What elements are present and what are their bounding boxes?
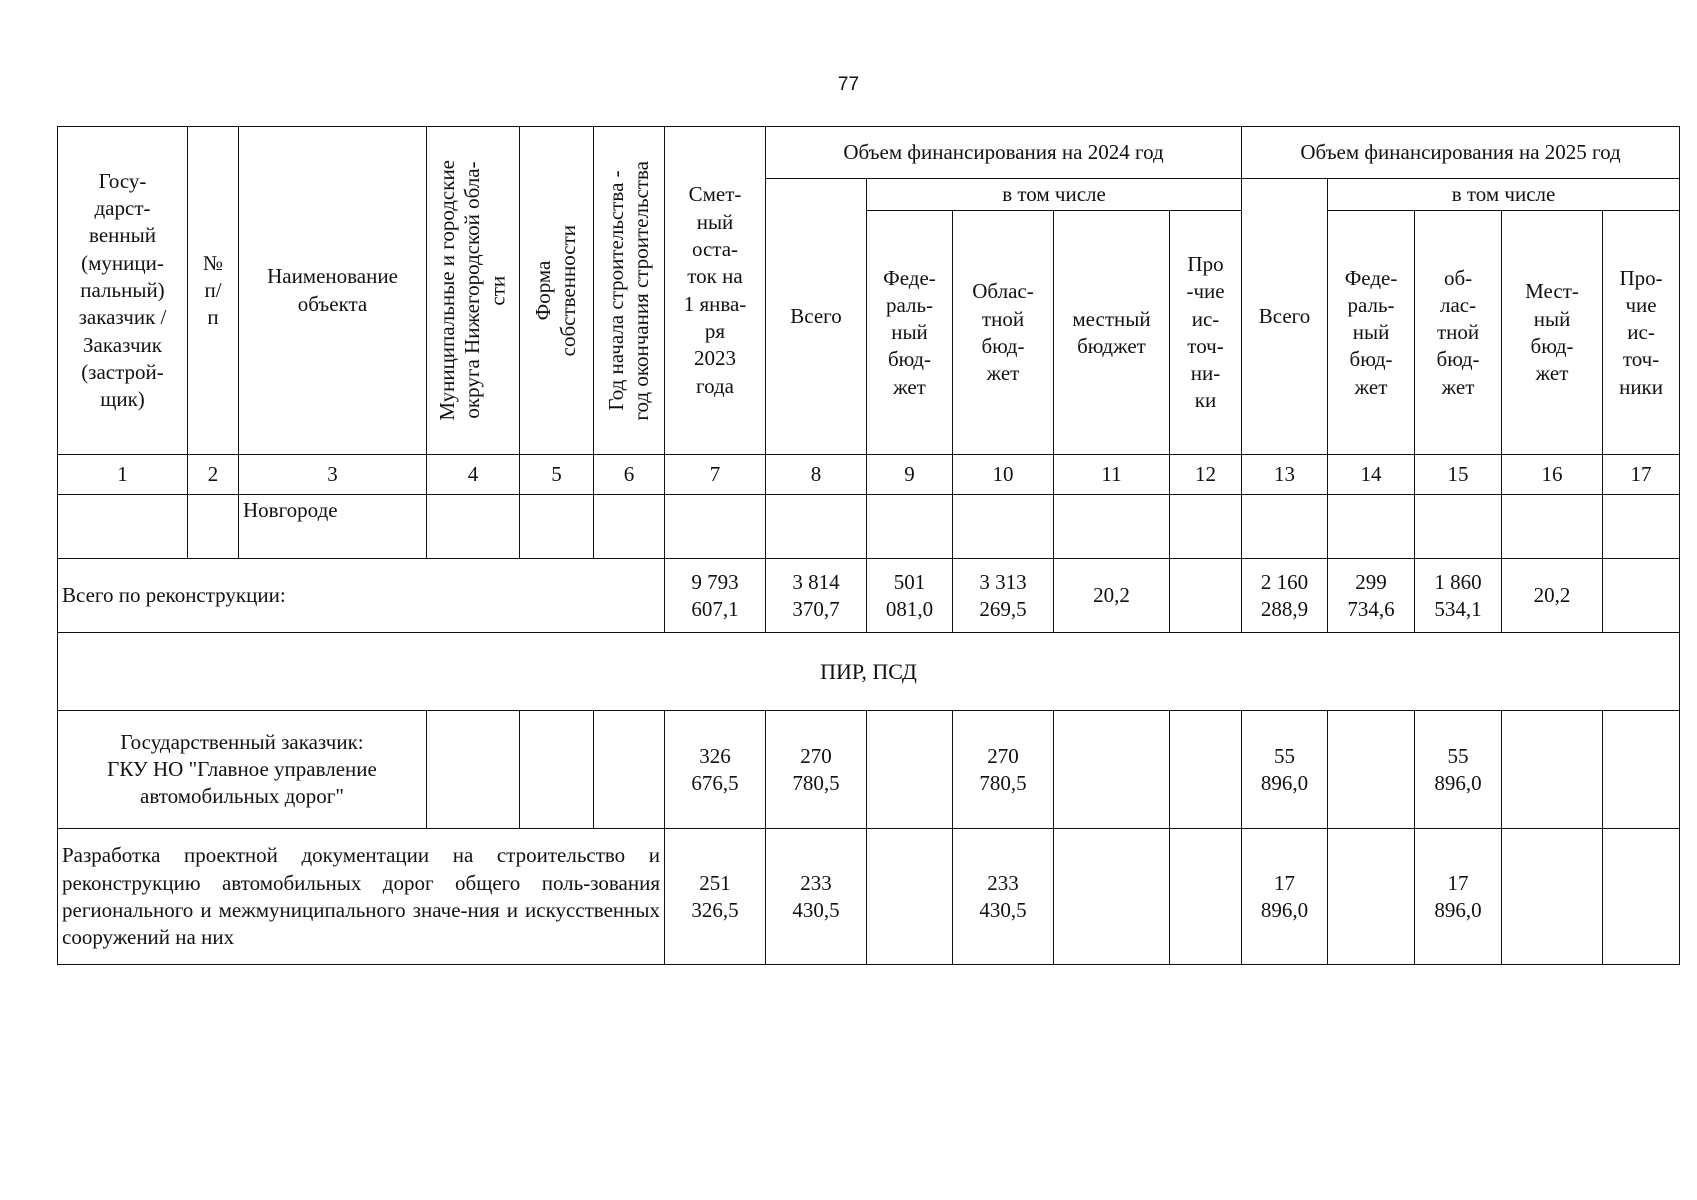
gku-customer-label: Государственный заказчик: ГКУ НО "Главное управление автомобильных дорог": [58, 711, 427, 829]
column-number: 13: [1242, 455, 1328, 495]
value-cell-c7: 326 676,5: [665, 711, 766, 829]
table-cell: [766, 495, 867, 559]
header-customer: Госу- дарст- венный (муници- пальный) заказчик / Заказчик (застрой- щик): [58, 127, 188, 455]
table-row-gku: [58, 711, 1680, 829]
column-number: 1: [58, 455, 188, 495]
table-cell: [520, 495, 594, 559]
table-cell: [1328, 829, 1415, 965]
column-number: 17: [1603, 455, 1680, 495]
value-cell-c7: 251 326,5: [665, 829, 766, 965]
column-number: 2: [188, 455, 239, 495]
column-number: 15: [1415, 455, 1502, 495]
table-cell: [1502, 829, 1603, 965]
header-num: № п/ п: [188, 127, 239, 455]
table-cell: [58, 495, 188, 559]
column-number: 6: [594, 455, 665, 495]
object-name-cell: Новгороде: [239, 495, 427, 559]
table-cell: [1170, 711, 1242, 829]
header-row-1: [58, 127, 1680, 179]
column-number: 14: [1328, 455, 1415, 495]
table-row-total-reconstruction: [58, 559, 1680, 633]
header-local-2025: Мест- ный бюд- жет: [1502, 211, 1603, 455]
value-cell-c13: 17 896,0: [1242, 829, 1328, 965]
value-cell-c12: [1170, 559, 1242, 633]
header-federal-2024: Феде- раль- ный бюд- жет: [867, 211, 953, 455]
column-number: 9: [867, 455, 953, 495]
header-federal-2025: Феде- раль- ный бюд- жет: [1328, 211, 1415, 455]
table-cell: [867, 495, 953, 559]
value-cell-c15: 17 896,0: [1415, 829, 1502, 965]
total-reconstruction-label: Всего по реконструкции:: [58, 559, 665, 633]
header-funding-2024: Объем финансирования на 2024 год: [766, 127, 1242, 179]
value-cell-c15: 55 896,0: [1415, 711, 1502, 829]
value-cell-c10: 233 430,5: [953, 829, 1054, 965]
table-cell: [1603, 829, 1680, 965]
table-cell: [867, 829, 953, 965]
table-cell: [594, 495, 665, 559]
value-cell-c13: 55 896,0: [1242, 711, 1328, 829]
header-regional-2025: об- лас- тной бюд- жет: [1415, 211, 1502, 455]
value-cell-c11: 20,2: [1054, 559, 1170, 633]
header-including-2024: в том числе: [867, 179, 1242, 211]
header-regional-2024: Облас- тной бюд- жет: [953, 211, 1054, 455]
column-number: 5: [520, 455, 594, 495]
value-cell-c8: 3 814 370,7: [766, 559, 867, 633]
table-cell: [1054, 495, 1170, 559]
column-number: 10: [953, 455, 1054, 495]
value-cell-c13: 2 160 288,9: [1242, 559, 1328, 633]
column-number: 11: [1054, 455, 1170, 495]
value-cell-c7: 9 793 607,1: [665, 559, 766, 633]
value-cell-c14: 299 734,6: [1328, 559, 1415, 633]
section-title: ПИР, ПСД: [58, 633, 1680, 711]
table-cell: [520, 711, 594, 829]
table-cell: [1328, 711, 1415, 829]
table-cell: [1502, 495, 1603, 559]
table-cell: [1054, 829, 1170, 965]
table-cell: [427, 711, 520, 829]
table-cell: [1170, 495, 1242, 559]
column-number: 7: [665, 455, 766, 495]
financing-table: [57, 126, 1680, 965]
value-cell-c16: 20,2: [1502, 559, 1603, 633]
column-number-row: [58, 455, 1680, 495]
value-cell-c17: [1603, 559, 1680, 633]
column-number: 16: [1502, 455, 1603, 495]
table-row-novgorod: [58, 495, 1680, 559]
table-cell: [1603, 711, 1680, 829]
value-cell-c9: 501 081,0: [867, 559, 953, 633]
value-cell-c10: 3 313 269,5: [953, 559, 1054, 633]
table-cell: [1054, 711, 1170, 829]
header-local-2024: местный бюджет: [1054, 211, 1170, 455]
table-cell: [1170, 829, 1242, 965]
table-cell: [1328, 495, 1415, 559]
design-description: Разработка проектной документации на строительство и реконструкцию автомобильных дорог общего поль-зования регионального и межмуниципального значе-ния и искусственных сооружений на них: [58, 829, 665, 965]
header-object-name: Наименование объекта: [239, 127, 427, 455]
table-cell: [953, 495, 1054, 559]
page-number: 77: [837, 74, 860, 95]
header-other-2025: Про- чие ис- точ- ники: [1603, 211, 1680, 455]
header-estimate: Смет- ный оста- ток на 1 янва- ря 2023 года: [665, 127, 766, 455]
column-number: 3: [239, 455, 427, 495]
table-cell: [594, 711, 665, 829]
table-cell: [867, 711, 953, 829]
section-row-pir: [58, 633, 1680, 711]
table-cell: [1502, 711, 1603, 829]
column-number: 12: [1170, 455, 1242, 495]
value-cell-c8: 270 780,5: [766, 711, 867, 829]
column-number: 8: [766, 455, 867, 495]
header-total-2025: Всего: [1242, 179, 1328, 455]
header-other-2024: Про -чие ис- точ- ни- ки: [1170, 211, 1242, 455]
table-cell: [427, 495, 520, 559]
value-cell-c8: 233 430,5: [766, 829, 867, 965]
table-cell: [1242, 495, 1328, 559]
table-cell: [1603, 495, 1680, 559]
table-cell: [665, 495, 766, 559]
header-ownership: Форма собственности: [520, 127, 594, 455]
header-municipal: Муниципальные и городские округа Нижегородской обла- сти: [427, 127, 520, 455]
header-total-2024: Всего: [766, 179, 867, 455]
value-cell-c15: 1 860 534,1: [1415, 559, 1502, 633]
header-including-2025: в том числе: [1328, 179, 1680, 211]
column-number: 4: [427, 455, 520, 495]
header-funding-2025: Объем финансирования на 2025 год: [1242, 127, 1680, 179]
table-cell: [1415, 495, 1502, 559]
header-years: Год начала строительства - год окончания строительства: [594, 127, 665, 455]
table-row-design: [58, 829, 1680, 965]
table-cell: [188, 495, 239, 559]
value-cell-c10: 270 780,5: [953, 711, 1054, 829]
